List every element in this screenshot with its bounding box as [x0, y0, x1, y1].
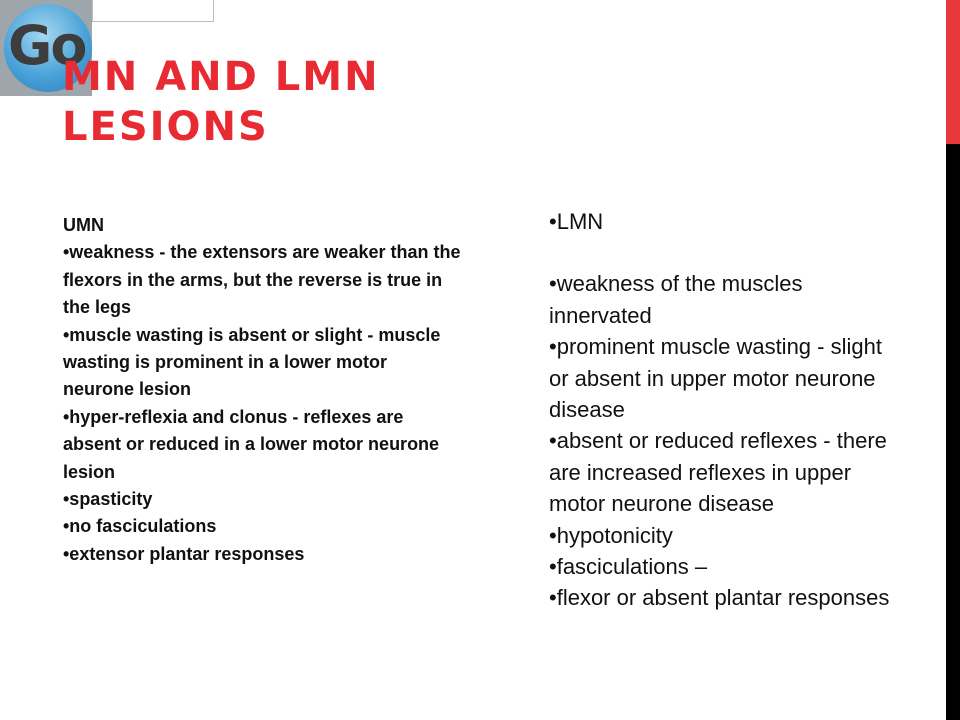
- accent-bar-black: [946, 144, 960, 720]
- slide-title: [62, 52, 380, 152]
- lmn-spacer: [549, 237, 899, 268]
- lmn-item-reflexes: •absent or reduced reflexes - there are increased reflexes in upper motor neurone disease: [549, 428, 887, 517]
- slide-title-line-2: LESIONS: [62, 104, 269, 150]
- umn-column: [63, 212, 463, 568]
- lmn-item-weakness: •weakness of the muscles innervated: [549, 271, 803, 328]
- lmn-item-fasciculations: •fasciculations –: [549, 554, 708, 580]
- top-box: [92, 0, 214, 22]
- umn-item-hyper-reflexia: •hyper-reflexia and clonus - reflexes are absent or reduced in a lower motor neurone lesion: [63, 406, 440, 482]
- umn-item-weakness: •weakness - the extensors are weaker than the flexors in the arms, but the reverse is true in the legs: [63, 242, 461, 318]
- lmn-column: [549, 206, 899, 614]
- umn-item-muscle-wasting: •muscle wasting is absent or slight - muscle wasting is prominent in a lower motor neurone lesion: [63, 324, 441, 400]
- lmn-item-plantar: •flexor or absent plantar responses: [549, 585, 890, 611]
- lmn-item-hypotonicity: •hypotonicity: [549, 522, 673, 548]
- umn-item-plantar: •extensor plantar responses: [63, 543, 305, 564]
- go-logo-text: Go: [8, 14, 86, 77]
- lmn-item-muscle-wasting: •prominent muscle wasting - slight or absent in upper motor neurone disease: [549, 334, 882, 423]
- lmn-heading: •LMN: [549, 209, 604, 234]
- slide-title-line-1: MN AND LMN: [62, 54, 380, 100]
- accent-bar-red: [946, 0, 960, 144]
- umn-item-fasciculations: •no fasciculations: [63, 516, 217, 537]
- umn-heading: UMN: [63, 215, 104, 235]
- umn-item-spasticity: •spasticity: [63, 489, 153, 510]
